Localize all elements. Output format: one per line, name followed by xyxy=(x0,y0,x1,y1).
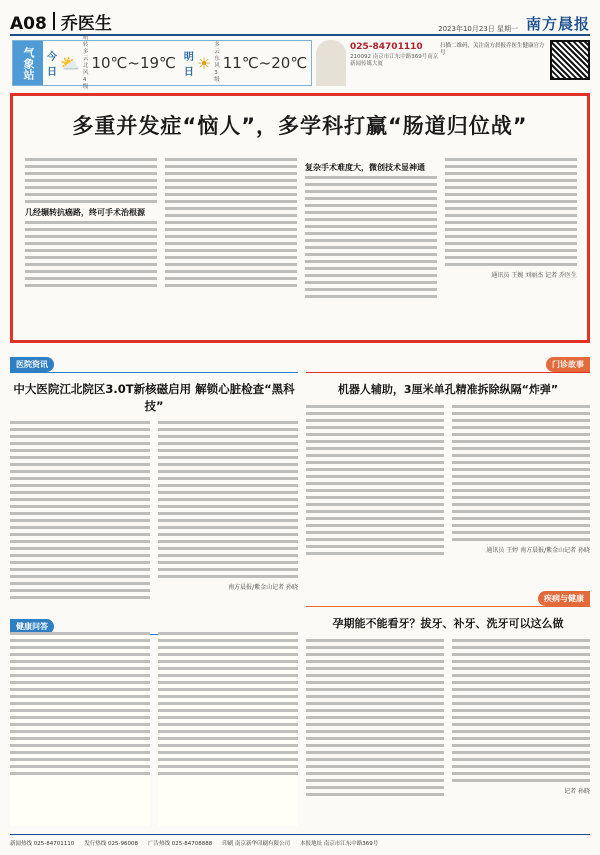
main-headline: 多重并发症“恼人”，多学科打赢“肠道归位战” xyxy=(72,114,528,138)
health-tips-columns xyxy=(306,639,590,800)
partly-cloudy-icon: ⛅ xyxy=(60,53,80,73)
weather-today-label: 今日 xyxy=(47,52,57,78)
main-story-columns xyxy=(25,158,577,338)
body-text xyxy=(158,632,298,775)
weather-today-desc: 晴转多云 北风4级 xyxy=(82,35,89,90)
health-qa-col-2 xyxy=(158,632,298,826)
hospital-news-columns xyxy=(10,421,298,603)
weather-panel xyxy=(12,35,312,90)
brand-logo: 南方晨报 xyxy=(525,15,590,33)
health-qa xyxy=(10,632,298,826)
main-subhead-1: 几经辗转抗癌路，终可手术治根源 xyxy=(25,208,145,217)
health-tips-col-1 xyxy=(306,639,444,800)
body-text xyxy=(158,421,298,578)
footer-item: 发行热线 025-96008 xyxy=(84,840,138,847)
body-text xyxy=(306,639,444,796)
hospital-news-byline: 南方晨报/紫金山记者 孙晓 xyxy=(228,584,298,591)
health-qa-col-1 xyxy=(10,632,150,826)
clinic-story-header xyxy=(306,352,590,373)
body-text xyxy=(165,158,297,287)
sunny-icon: ☀ xyxy=(196,53,212,73)
footer-item: 新闻热线 025-84701110 xyxy=(10,840,75,847)
footer-item: 本报地址 南京市江东中路369号 xyxy=(299,840,379,847)
weather-today-temp: 10℃~19℃ xyxy=(91,54,176,72)
weather-tomorrow xyxy=(180,41,311,85)
health-tips-tag: 疾病与健康 xyxy=(538,591,590,606)
weather-tomorrow-label: 明日 xyxy=(183,52,194,78)
health-tips-header xyxy=(306,586,590,607)
masthead xyxy=(10,6,590,36)
clinic-story-byline: 通讯员 王婷 南方晨报/紫金山记者 孙晓 xyxy=(486,547,590,554)
weather-today xyxy=(43,35,180,90)
body-text xyxy=(306,405,444,555)
clinic-story-columns xyxy=(306,405,590,559)
clinic-story xyxy=(306,352,590,582)
doctor-avatar xyxy=(316,40,346,86)
qr-area xyxy=(440,40,590,86)
clinic-story-title: 机器人辅助，3厘米单孔精准拆除纵隔“炸弹” xyxy=(337,383,559,396)
main-story xyxy=(10,93,590,343)
hotline-box xyxy=(316,40,439,86)
main-subhead-2: 复杂手术难度大，微创技术显神通 xyxy=(305,163,425,172)
weather-tomorrow-temp: 11℃~20℃ xyxy=(222,54,308,72)
clinic-story-col-1 xyxy=(306,405,444,559)
main-byline: 通讯员 王婉 刘丽杰 记者 乔医生 xyxy=(491,272,577,279)
masthead-divider xyxy=(53,12,55,30)
body-text xyxy=(305,176,437,298)
health-tips-byline: 记者 孙晓 xyxy=(564,788,590,795)
health-tips-title: 孕期能不能看牙？拔牙、补牙、洗牙可以这么做 xyxy=(332,617,564,630)
body-text xyxy=(25,221,157,287)
qr-code-icon[interactable] xyxy=(550,40,590,80)
story-column-2 xyxy=(165,158,297,338)
clinic-story-col-2 xyxy=(452,405,590,559)
footer-item: 印刷 南京新华印刷有限公司 xyxy=(222,840,290,847)
hotline-number: 025-84701110 xyxy=(350,42,423,52)
footer xyxy=(10,834,590,850)
body-text xyxy=(10,421,150,599)
story-column-3 xyxy=(305,158,437,338)
body-text xyxy=(445,158,577,266)
clinic-story-tag: 门诊故事 xyxy=(546,357,590,372)
weather-label: 气象站 xyxy=(13,41,43,85)
story-column-1 xyxy=(25,158,157,338)
hospital-news-title: 中大医院江北院区3.0T新核磁启用 解锁心脏检查“黑科技” xyxy=(13,382,295,413)
health-tips xyxy=(306,586,590,826)
hospital-news-header xyxy=(10,352,298,373)
hospital-news-col-1 xyxy=(10,421,150,603)
body-text xyxy=(452,639,590,782)
body-text xyxy=(25,158,157,203)
issue-date: 2023年10月23日 星期一 xyxy=(438,25,518,33)
hospital-news-tag: 医院资讯 xyxy=(10,357,54,372)
weather-tomorrow-desc: 多云 东风3级 xyxy=(214,42,220,83)
footer-item: 广告热线 025-84708888 xyxy=(147,840,213,847)
health-qa-tag: 健康问答 xyxy=(10,619,54,634)
body-text xyxy=(452,405,590,541)
hospital-news xyxy=(10,352,298,612)
section-title: 乔医生 xyxy=(60,14,112,34)
health-tips-col-2 xyxy=(452,639,590,800)
hospital-news-col-2 xyxy=(158,421,298,603)
body-text xyxy=(10,632,150,775)
hotline-note: 210092 南京市江东中路369号南京新闻传媒大厦 xyxy=(350,54,439,67)
story-column-4 xyxy=(445,158,577,338)
page-number: A08 xyxy=(10,14,47,34)
qr-caption: 扫描二维码，关注南方晨报乔医生健康官方号 xyxy=(440,43,545,56)
